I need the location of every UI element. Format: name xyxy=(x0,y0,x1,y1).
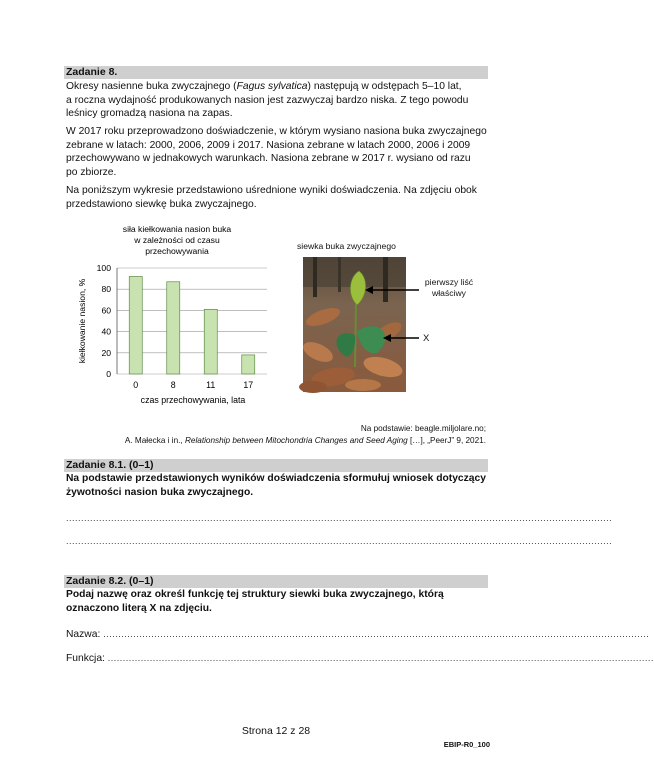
y-tick-label: 40 xyxy=(101,326,111,337)
x-tick-label: 0 xyxy=(133,380,139,390)
exam-code: EBIP-R0_100 xyxy=(443,740,490,749)
x-tick-label: 11 xyxy=(206,380,216,390)
source-line-2: A. Małecka i in., Relationship between Mitochondria Changes and Seed Aging […], „PeerJ” 9, 2021. xyxy=(124,436,486,445)
chart-bars xyxy=(129,276,255,374)
chart-title xyxy=(123,224,232,256)
source-line-1: Na podstawie: beagle.miljolare.no; xyxy=(360,424,486,433)
arrows xyxy=(355,280,425,350)
bar-17 xyxy=(242,355,255,374)
bar-8 xyxy=(167,282,180,374)
function-field[interactable]: Funkcja: ...................................................................................................................................................................................... xyxy=(66,653,654,664)
x-tick-label: 8 xyxy=(170,380,176,390)
task-8-header: Zadanie 8. xyxy=(64,66,488,79)
task-8-1-header: Zadanie 8.1. (0–1) xyxy=(64,459,488,472)
x-axis-label: czas przechowywania, lata xyxy=(140,395,246,405)
task-8-1-question: Na podstawie przedstawionych wyników doświadczenia sformułuj wniosek dotyczący żywotności nasion buka zwyczajnego. xyxy=(66,473,486,498)
y-axis-label: kiełkowanie nasion, % xyxy=(77,278,87,364)
bar-0 xyxy=(129,276,142,374)
chart-title-line: siła kiełkowania nasion buka xyxy=(122,224,232,234)
x-label: X xyxy=(423,333,430,344)
answer-line-1[interactable]: ...................................................................................................................................................................................... xyxy=(66,513,613,523)
x-tick-label: 17 xyxy=(243,380,254,390)
x-arrow-head xyxy=(383,334,391,342)
germination-bar-chart xyxy=(70,220,290,410)
y-tick-label: 100 xyxy=(96,263,111,273)
leaf-label: pierwszy liść właściwy xyxy=(424,277,474,298)
leaf-arrow-head xyxy=(365,286,373,294)
y-tick-label: 80 xyxy=(101,284,111,295)
y-tick-label: 20 xyxy=(101,347,111,358)
task-8-chart-intro: Na poniższym wykresie przedstawiono uśrednione wyniki doświadczenia. Na zdjęciu obok przedstawiono siewkę buka zwyczajnego. xyxy=(66,185,477,210)
answer-line-2[interactable]: ...................................................................................................................................................................................... xyxy=(66,536,613,546)
y-tick-label: 0 xyxy=(106,369,111,379)
name-field[interactable]: Nazwa: ...................................................................................................................................................................................... xyxy=(66,629,650,640)
y-tick-labels xyxy=(97,263,112,379)
task-8-intro: Okresy nasienne buka zwyczajnego (Fagus sylvatica) następują w odstępach 5–10 lat, a roczna wydajność produkowanych nasion jest zazwyczaj bardzo niska. Z tego powodu leśnicy gromadzą nasiona na zapas. xyxy=(66,81,469,120)
x-tick-labels xyxy=(133,380,253,390)
y-tick-label: 60 xyxy=(101,305,111,316)
bar-11 xyxy=(204,309,217,374)
seedling-photo-title: siewka buka zwyczajnego xyxy=(297,241,396,251)
page-number: Strona 12 z 28 xyxy=(241,725,311,737)
task-8-2-question: Podaj nazwę oraz określ funkcję tej struktury siewki buka zwyczajnego, którą oznaczono literą X na zdjęciu. xyxy=(66,589,444,614)
chart-title-line: w zależności od czasu xyxy=(134,235,220,245)
task-8-experiment: W 2017 roku przeprowadzono doświadczenie, w którym wysiano nasiona buka zwyczajnego zebrane w latach: 2000, 2006, 2009 i 2017. Nasiona zebrane w latach 2000, 2006 i 2009 przechowywano w jednakowych warunkach. Nasiona zebrane w 2017 r. wysiano od razu po zbiorze. xyxy=(66,126,487,178)
chart-title-line: przechowywania xyxy=(145,246,209,256)
task-8-2-header: Zadanie 8.2. (0–1) xyxy=(64,575,488,588)
